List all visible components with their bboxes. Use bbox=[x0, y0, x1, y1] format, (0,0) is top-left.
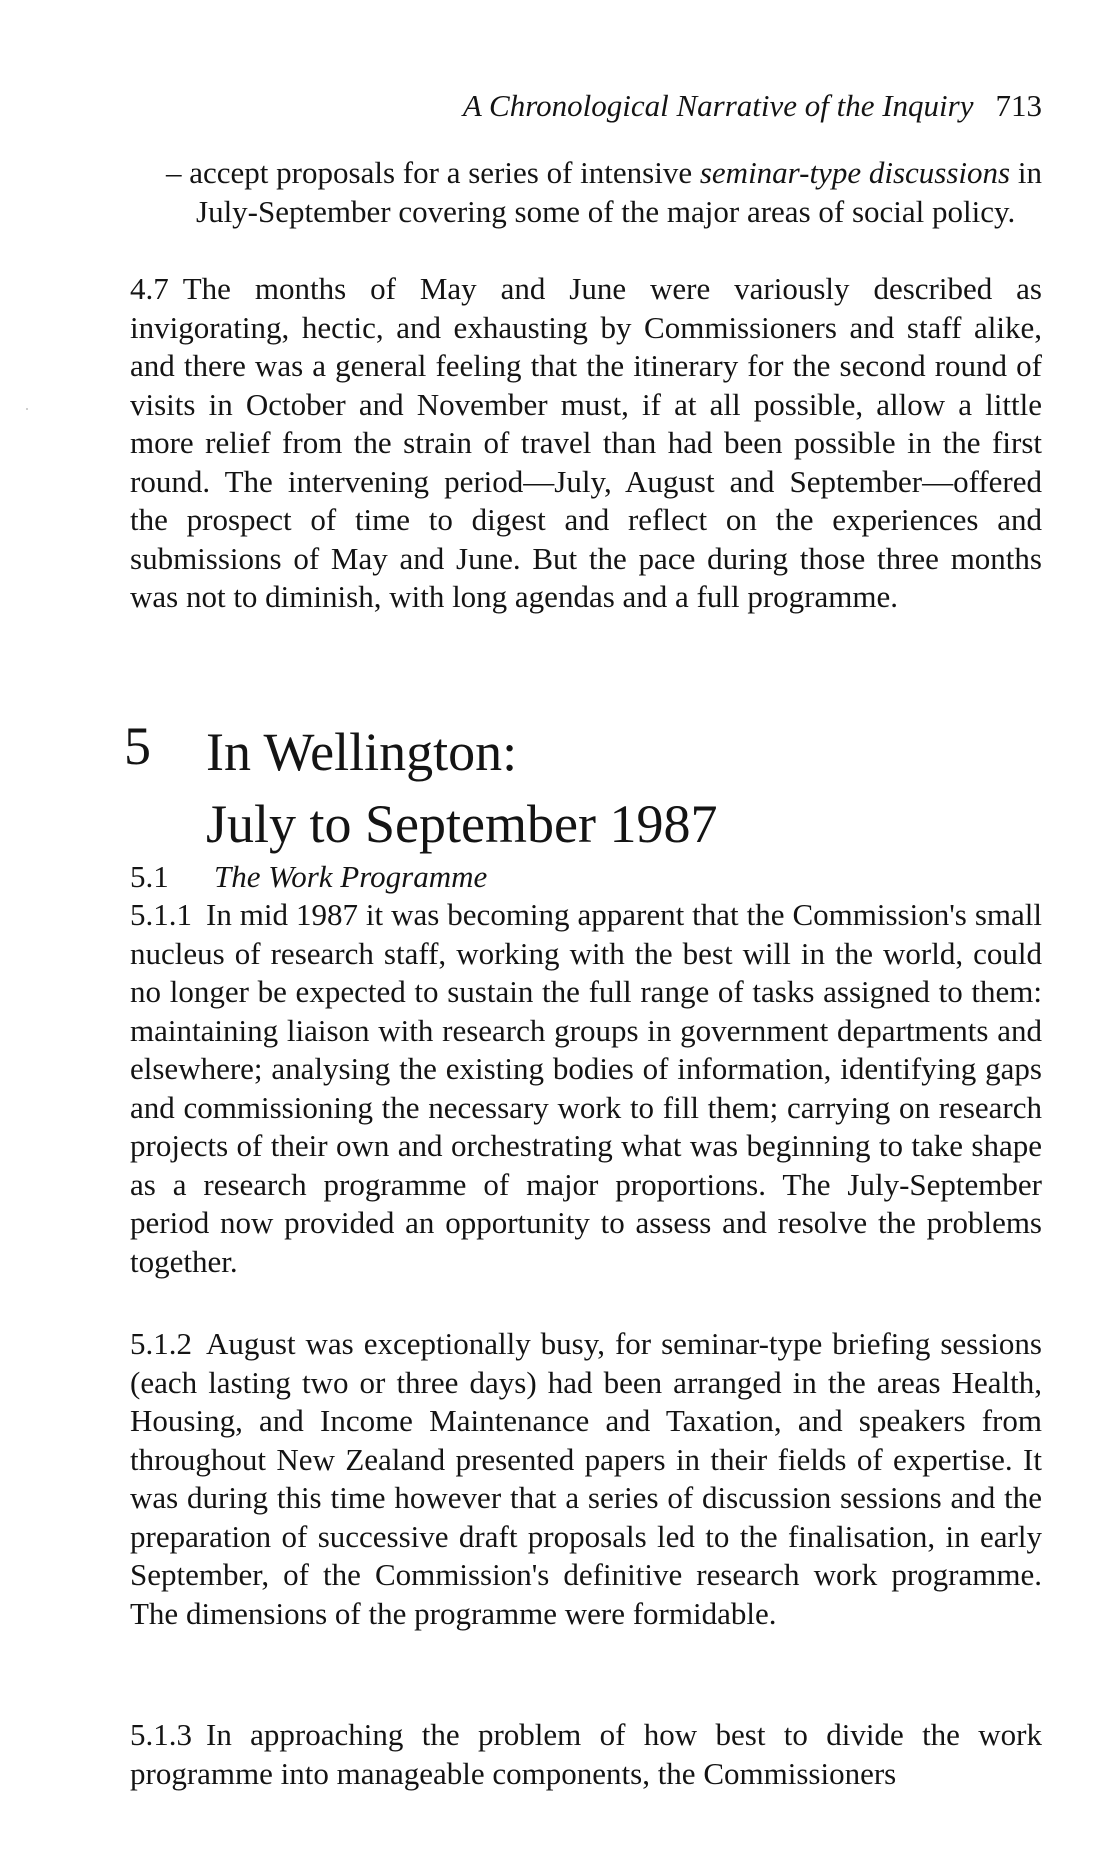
chapter-title-line1: In Wellington: bbox=[206, 722, 518, 782]
paragraph-number: 4.7 bbox=[130, 271, 169, 306]
bullet-item bbox=[166, 154, 1042, 231]
chapter-number: 5 bbox=[124, 716, 151, 776]
bullet-text-before: accept proposals for a series of intensive bbox=[181, 155, 700, 190]
bullet-text-after: in July-September covering some of the major areas of social policy. bbox=[196, 155, 1042, 229]
paragraph-5-1-1 bbox=[130, 896, 1042, 1281]
section-number: 5.1 bbox=[130, 859, 169, 894]
paragraph-5-1-3 bbox=[130, 1716, 1042, 1793]
section-title: The Work Programme bbox=[214, 859, 488, 894]
paragraph-text: August was exceptionally busy, for seminar-type briefing sessions (each lasting two or three days) had been arranged in the areas Health, Housing, and Income Maintenance and Taxation, and speakers from throughout New Zealand presented papers in their fields of expertise. It was during this time however that a series of discussion sessions and the preparation of successive draft proposals led to the finalisation, in early September, of the Commission's definitive research work programme. The dimensions of the programme were formidable. bbox=[130, 1326, 1042, 1631]
chapter-title bbox=[206, 716, 717, 860]
running-title: A Chronological Narrative of the Inquiry bbox=[462, 88, 974, 123]
paragraph-4-7 bbox=[130, 270, 1042, 617]
paragraph-text: The months of May and June were variously described as invigorating, hectic, and exhausting by Commissioners and staff alike, and there was a general feeling that the itinerary for the second round of visits in October and November must, if at all possible, allow a little more relief from the strain of travel than had been possible in the first round. The intervening period—July, August and September—offered the prospect of time to digest and reflect on the experiences and submissions of May and June. But the pace during those three months was not to diminish, with long agendas and a full programme. bbox=[130, 271, 1042, 614]
running-header bbox=[130, 88, 1042, 124]
paragraph-number: 5.1.3 bbox=[130, 1717, 192, 1752]
page-number: 713 bbox=[995, 88, 1042, 123]
margin-speck bbox=[26, 408, 28, 410]
chapter-title-line2: July to September 1987 bbox=[206, 794, 718, 854]
paragraph-text: In mid 1987 it was becoming apparent that the Commission's small nucleus of research staff, working with the best will in the world, could no longer be expected to sustain the full range of tasks assigned to them: maintaining liaison with research groups in government departments and elsewhere; analysing the existing bodies of information, identifying gaps and commissioning the necessary work to fill them; carrying on research projects of their own and orchestrating what was beginning to take shape as a research programme of major proportions. The July-September period now provided an opportunity to assess and resolve the problems together. bbox=[130, 897, 1042, 1279]
bullet-dash: – bbox=[166, 155, 182, 190]
paragraph-text: In approaching the problem of how best to divide the work programme into manageable components, the Commissioners bbox=[130, 1717, 1042, 1791]
bullet-emphasis: seminar-type discussions bbox=[699, 155, 1011, 190]
paragraph-5-1-2 bbox=[130, 1325, 1042, 1633]
paragraph-number: 5.1.2 bbox=[130, 1326, 192, 1361]
paragraph-number: 5.1.1 bbox=[130, 897, 192, 932]
